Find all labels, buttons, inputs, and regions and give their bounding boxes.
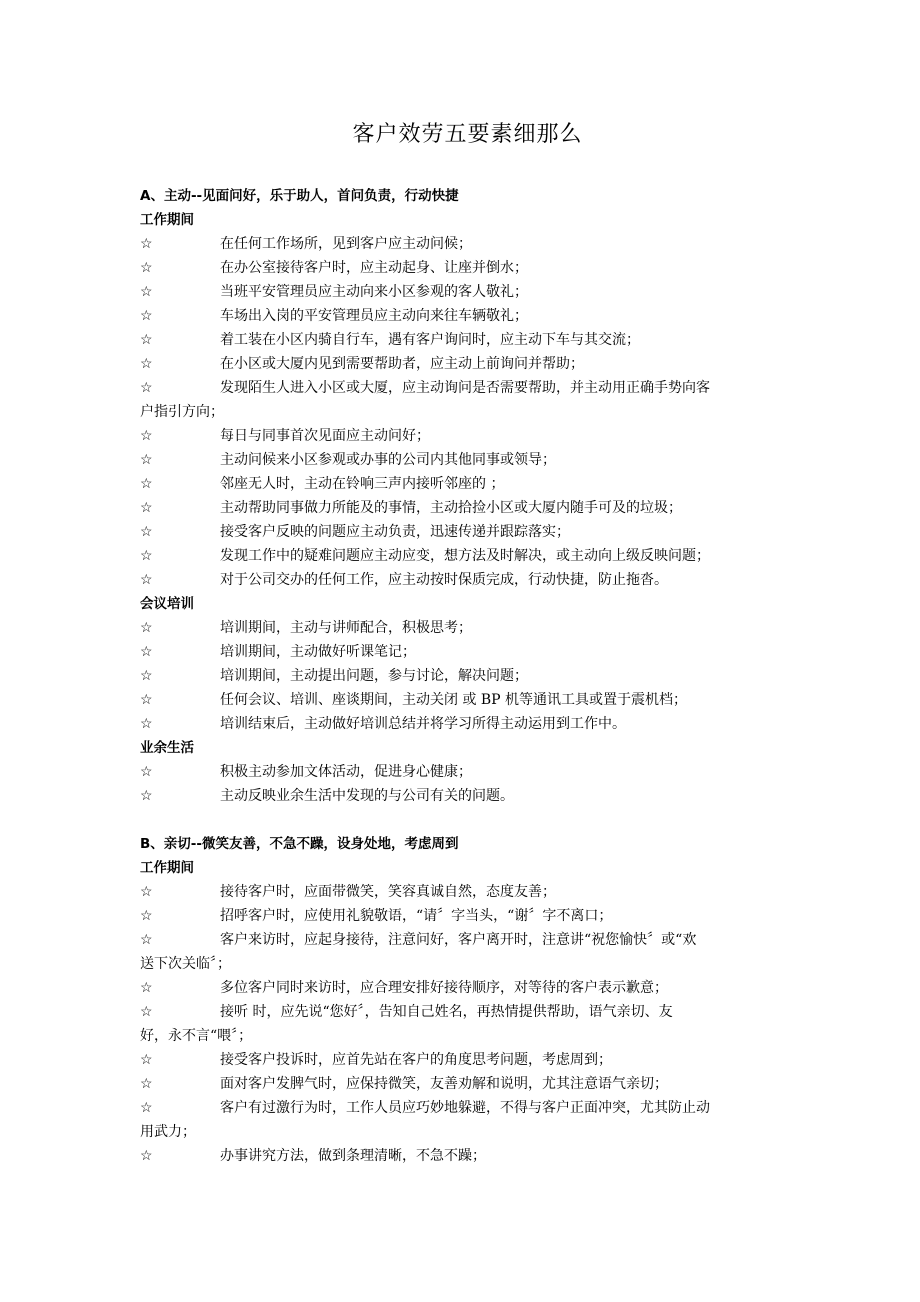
star-bullet-icon: ☆ [140, 236, 153, 252]
star-bullet-icon: ☆ [140, 692, 153, 708]
list-item-text: 培训期间，主动提出问题，参与讨论，解决问题； [220, 668, 528, 684]
list-item [140, 1096, 795, 1120]
star-bullet-icon: ☆ [140, 380, 153, 396]
list-item-text: 每日与同事首次见面应主动问好； [220, 428, 430, 444]
group-label: 工作期间 [140, 212, 194, 228]
section-heading: A、主动--见面问好，乐于助人，首问负责，行动快捷 [140, 188, 459, 204]
list-item [140, 232, 795, 256]
list-item [140, 496, 795, 520]
list-item [140, 664, 795, 688]
star-bullet-icon: ☆ [140, 548, 153, 564]
group-label: 会议培训 [140, 596, 194, 612]
list-item-text: 在小区或大厦内见到需要帮助者，应主动上前询问并帮助； [220, 356, 584, 372]
list-item-text: 着工装在小区内骑自行车，遇有客户询问时，应主动下车与其交流； [220, 332, 640, 348]
star-bullet-icon: ☆ [140, 644, 153, 660]
star-bullet-icon: ☆ [140, 788, 153, 804]
list-item-text: 接受客户投诉时，应首先站在客户的角度思考问题，考虑周到； [220, 1052, 612, 1068]
list-item [140, 928, 795, 952]
star-bullet-icon: ☆ [140, 908, 153, 924]
list-item-text: 积极主动参加文体活动，促进身心健康； [220, 764, 472, 780]
list-item [140, 1000, 795, 1024]
star-bullet-icon: ☆ [140, 1100, 153, 1116]
list-item-text: 主动帮助同事做力所能及的事情，主动拾捡小区或大厦内随手可及的垃圾； [220, 500, 682, 516]
list-item-text: 培训期间，主动与讲师配合，积极思考； [220, 620, 472, 636]
list-item-text: 邻座无人时，主动在铃响三声内接听邻座的 ； [220, 476, 505, 492]
list-item-text: 在办公室接待客户时，应主动起身、让座并倒水； [220, 260, 528, 276]
list-item-continuation: 户指引方向； [140, 404, 224, 420]
list-item-text: 发现工作中的疑难问题应主动应变，想方法及时解决，或主动向上级反映问题； [220, 548, 710, 564]
star-bullet-icon: ☆ [140, 452, 153, 468]
list-item-text: 面对客户发脾气时，应保持微笑，友善劝解和说明，尤其注意语气亲切； [220, 1076, 668, 1092]
star-bullet-icon: ☆ [140, 884, 153, 900]
list-item [140, 328, 795, 352]
star-bullet-icon: ☆ [140, 716, 153, 732]
list-item [140, 976, 795, 1000]
group-label: 业余生活 [140, 740, 194, 756]
list-item [140, 616, 795, 640]
list-item [140, 256, 795, 280]
star-bullet-icon: ☆ [140, 1148, 153, 1164]
list-item [140, 352, 795, 376]
list-item [140, 688, 795, 712]
document-body [140, 184, 795, 1168]
list-item-continuation: 好，永不言“喂〞； [140, 1028, 253, 1044]
list-item [140, 280, 795, 304]
list-item-text: 接待客户时，应面带微笑，笑容真诚自然，态度友善； [220, 884, 556, 900]
list-item [140, 904, 795, 928]
list-item [140, 472, 795, 496]
list-item-text: 接听 时，应先说“您好〞，告知自己姓名，再热情提供帮助，语气亲切、友 [220, 1004, 673, 1020]
star-bullet-icon: ☆ [140, 1076, 153, 1092]
star-bullet-icon: ☆ [140, 500, 153, 516]
list-item-text: 发现陌生人进入小区或大厦，应主动询问是否需要帮助，并主动用正确手势向客 [220, 380, 710, 396]
list-item [140, 712, 795, 736]
star-bullet-icon: ☆ [140, 1004, 153, 1020]
list-item-continuation: 用武力； [140, 1124, 196, 1140]
star-bullet-icon: ☆ [140, 308, 153, 324]
list-item [140, 1072, 795, 1096]
list-item [140, 1144, 795, 1168]
list-item-text: 接受客户反映的问题应主动负责，迅速传递并跟踪落实； [220, 524, 570, 540]
star-bullet-icon: ☆ [140, 572, 153, 588]
list-item-continuation: 送下次关临〞； [140, 956, 231, 972]
section-spacer [140, 808, 795, 832]
star-bullet-icon: ☆ [140, 284, 153, 300]
star-bullet-icon: ☆ [140, 668, 153, 684]
star-bullet-icon: ☆ [140, 260, 153, 276]
list-item [140, 1048, 795, 1072]
list-item-text: 当班平安管理员应主动向来小区参观的客人敬礼； [220, 284, 528, 300]
page-title: 客户效劳五要素细那么 [352, 122, 583, 147]
list-item [140, 424, 795, 448]
list-item [140, 520, 795, 544]
list-item [140, 760, 795, 784]
list-item-text: 客户有过激行为时，工作人员应巧妙地躲避，不得与客户正面冲突，尤其防止动 [220, 1100, 710, 1116]
list-item-text: 任何会议、培训、座谈期间，主动关闭 或 BP 机等通讯工具或置于震机档； [220, 692, 688, 708]
list-item-text: 在任何工作场所，见到客户应主动问候； [220, 236, 472, 252]
list-item [140, 376, 795, 400]
list-item [140, 448, 795, 472]
star-bullet-icon: ☆ [140, 332, 153, 348]
list-item [140, 304, 795, 328]
list-item-text: 车场出入岗的平安管理员应主动向来往车辆敬礼； [220, 308, 528, 324]
star-bullet-icon: ☆ [140, 476, 153, 492]
list-item-text: 主动反映业余生活中发现的与公司有关的问题。 [220, 788, 514, 804]
list-item-text: 招呼客户时，应使用礼貌敬语，“请〞字当头，“谢〞字不离口； [220, 908, 613, 924]
group-label: 工作期间 [140, 860, 194, 876]
star-bullet-icon: ☆ [140, 764, 153, 780]
star-bullet-icon: ☆ [140, 980, 153, 996]
list-item-text: 主动问候来小区参观或办事的公司内其他同事或领导； [220, 452, 556, 468]
list-item-text: 培训期间，主动做好听课笔记； [220, 644, 416, 660]
list-item [140, 544, 795, 568]
list-item [140, 568, 795, 592]
list-item-text: 办事讲究方法，做到条理清晰，不急不躁； [220, 1148, 486, 1164]
star-bullet-icon: ☆ [140, 428, 153, 444]
list-item [140, 640, 795, 664]
star-bullet-icon: ☆ [140, 932, 153, 948]
star-bullet-icon: ☆ [140, 356, 153, 372]
star-bullet-icon: ☆ [140, 524, 153, 540]
list-item-text: 培训结束后，主动做好培训总结并将学习所得主动运用到工作中。 [220, 716, 626, 732]
star-bullet-icon: ☆ [140, 1052, 153, 1068]
star-bullet-icon: ☆ [140, 620, 153, 636]
list-item-text: 客户来访时，应起身接待，注意问好，客户离开时，注意讲“祝您愉快〞或“欢 [220, 932, 697, 948]
list-item [140, 880, 795, 904]
list-item-text: 多位客户同时来访时，应合理安排好接待顺序，对等待的客户表示歉意； [220, 980, 668, 996]
list-item-text: 对于公司交办的任何工作，应主动按时保质完成，行动快捷，防止拖沓。 [220, 572, 668, 588]
section-heading: B、亲切--微笑友善，不急不躁，设身处地，考虑周到 [140, 836, 459, 852]
list-item [140, 784, 795, 808]
